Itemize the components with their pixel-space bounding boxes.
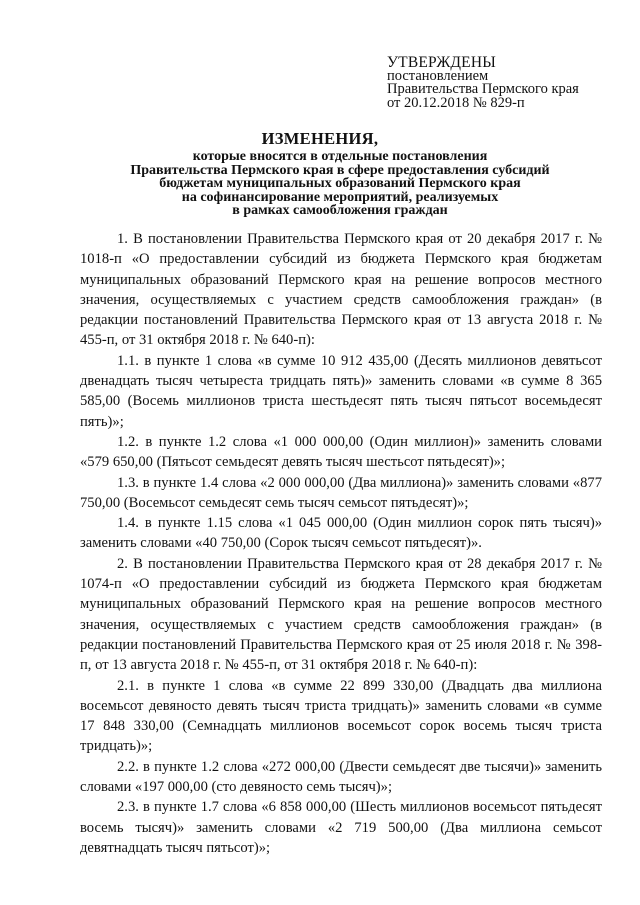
approval-heading: УТВЕРЖДЕНЫ — [387, 54, 496, 71]
paragraph-1-1: 1.1. в пункте 1 слова «в сумме 10 912 435,00 (Десять миллионов девятьсот двенадцать тысяч четыреста тридцать пять)» заменить словами «в сумме 8 365 585,00 (Восемь миллионов триста шестьдесят пять тысяч пятьсот восемьдесят пять)»; — [80, 352, 602, 430]
paragraph-1-2: 1.2. в пункте 1.2 слова «1 000 000,00 (Один миллион)» заменить словами «579 650,00 (Пятьсот семьдесят девять тысяч шестьсот пятьдесят)»; — [80, 433, 602, 471]
paragraph-1-3: 1.3. в пункте 1.4 слова «2 000 000,00 (Два миллиона)» заменить словами «877 750,00 (Восемьсот семьдесят семь тысяч семьсот пятьдесят)»; — [80, 474, 602, 511]
paragraph-1: 1. В постановлении Правительства Пермского края от 20 декабря 2017 г. № 1018-п «О предоставлении субсидий из бюджета Пермского края бюджетам муниципальных образований Пермского края на решение вопросов местного значения, осуществляемых с участием средств самообложения граждан» (в редакции постановлений Правительства Пермского края от 13 августа 2018 г. № 455-п, от 31 октября 2018 г. № 640-п): — [80, 231, 602, 349]
document-body — [80, 229, 602, 858]
approval-stamp — [387, 56, 632, 110]
approval-date: от 20.12.2018 № 829-п — [387, 94, 525, 111]
subtitle-line: Правительства Пермского края в сфере предоставления субсидий — [130, 162, 550, 178]
paragraph-2-3: 2.3. в пункте 1.7 слова «6 858 000,00 (Шесть миллионов восемьсот пятьдесят восемь тысяч)» заменить словами «2 719 500,00 (Два миллиона семьсот девятнадцать тысяч пятьсот)»; — [80, 799, 602, 856]
paragraph-1-4: 1.4. в пункте 1.15 слова «1 045 000,00 (Один миллион сорок пять тысяч)» заменить словами «40 750,00 (Сорок тысяч семьсот пятьдесят)». — [80, 515, 602, 552]
subtitle-line: на софинансирование мероприятий, реализуемых — [181, 189, 499, 205]
document-title: ИЗМЕНЕНИЯ, — [261, 129, 379, 148]
paragraph-2-2: 2.2. в пункте 1.2 слова «272 000,00 (Двести семьдесят две тысячи)» заменить словами «197 000,00 (сто девяносто семь тысяч)»; — [80, 758, 602, 796]
approval-line: постановлением — [387, 67, 489, 84]
paragraph-2: 2. В постановлении Правительства Пермского края от 28 декабря 2017 г. № 1074-п «О предоставлении субсидий из бюджета Пермского края бюджетам муниципальных образований Пермского края на решение вопросов местного значения, осуществляемых с участием средств самообложения граждан» (в редакции постановлений Правительства Пермского края от 25 июля 2018 г. № 398-п, от 13 августа 2018 г. № 455-п, от 31 октября 2018 г. № 640-п): — [80, 555, 602, 674]
approval-line: Правительства Пермского края — [387, 81, 579, 97]
subtitle-line: в рамках самообложения граждан — [232, 203, 448, 219]
document-subtitle — [100, 150, 580, 218]
subtitle-line: которые вносятся в отдельные постановления — [192, 149, 488, 164]
subtitle-line: бюджетам муниципальных образований Пермского края — [159, 176, 521, 192]
paragraph-2-1: 2.1. в пункте 1 слова «в сумме 22 899 330,00 (Двадцать два миллиона восемьсот девяносто девять тысяч триста тридцать)» заменить словами «в сумме 17 848 330,00 (Семнадцать миллионов восемьсот сорок восемь тысяч триста тридцать)»; — [80, 677, 602, 755]
